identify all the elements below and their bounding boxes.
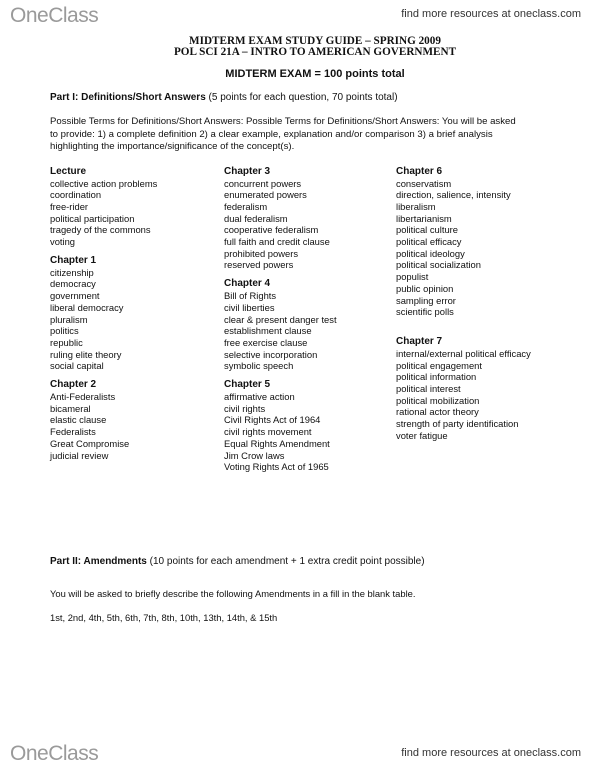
term-item: bicameral [50, 402, 91, 414]
term-item: full faith and credit clause [224, 236, 330, 248]
terms-column-3 [396, 166, 566, 449]
part2-title: Part II: Amendments [50, 556, 147, 567]
group-chapter-5 [224, 379, 394, 473]
term-item: affirmative action [224, 391, 295, 403]
doc-exam-total: MIDTERM EXAM = 100 points total [225, 68, 405, 80]
doc-course: POL SCI 21A – INTRO TO AMERICAN GOVERNMENT [173, 46, 457, 58]
term-item: Bill of Rights [224, 290, 277, 302]
term-item: political culture [396, 224, 459, 236]
group-items [224, 290, 394, 372]
term-item: libertarianism [396, 212, 452, 224]
term-item: free-rider [50, 200, 89, 212]
term-item: citizenship [50, 266, 94, 278]
document-page [50, 35, 570, 623]
terms-column-1 [50, 166, 220, 469]
term-item: enumerated powers [224, 189, 307, 201]
oneclass-logo-footer[interactable]: OneClass [10, 742, 99, 765]
term-item: pluralism [50, 313, 88, 325]
term-item: civil rights [224, 402, 266, 414]
term-item: Anti-Federalists [50, 391, 116, 403]
top-bar [0, 0, 595, 28]
term-item: reserved powers [224, 259, 294, 271]
term-item: federalism [224, 200, 268, 212]
term-item: selective incorporation [224, 348, 318, 360]
term-item: politics [50, 325, 79, 337]
group-lecture [50, 166, 220, 248]
term-item: political efficacy [396, 236, 462, 248]
term-item: concurrent powers [224, 177, 302, 189]
doc-title: MIDTERM EXAM STUDY GUIDE – SPRING 2009 [189, 35, 441, 47]
term-item: liberal democracy [50, 301, 124, 313]
resources-link-footer[interactable]: find more resources at oneclass.com [401, 747, 581, 759]
term-item: prohibited powers [224, 247, 299, 259]
term-item: Jim Crow laws [224, 449, 285, 461]
term-item: voting [50, 236, 76, 248]
group-items [50, 267, 220, 372]
part1-instructions: Possible Terms for Definitions/Short Answers: Possible Terms for Definitions/Short Answers: You will be asked to provide: 1) a complete definition 2) a clear example, explanation and/or comparison 3) a brief analysis highlighting the importance/significance of the concept(s). [50, 116, 516, 152]
group-heading: Chapter 3 [224, 165, 271, 177]
term-item: Federalists [50, 426, 96, 438]
term-item: political ideology [396, 247, 465, 259]
term-item: civil rights movement [224, 426, 312, 438]
term-item: political mobilization [396, 394, 480, 406]
group-heading: Chapter 2 [50, 379, 97, 391]
group-chapter-7 [396, 336, 566, 442]
group-items [50, 391, 220, 461]
group-chapter-4 [224, 278, 394, 372]
term-item: Great Compromise [50, 437, 130, 449]
term-item: Equal Rights Amendment [224, 437, 330, 449]
term-item: clear & present danger test [224, 313, 337, 325]
group-heading: Chapter 4 [224, 278, 271, 290]
group-chapter-2 [50, 379, 220, 461]
term-item: establishment clause [224, 325, 312, 337]
term-item: republic [50, 336, 83, 348]
part2-heading [50, 556, 550, 567]
resources-link[interactable]: find more resources at oneclass.com [401, 8, 581, 20]
term-item: judicial review [50, 449, 109, 461]
term-item: free exercise clause [224, 336, 308, 348]
term-item: coordination [50, 189, 102, 201]
group-items [396, 348, 566, 442]
group-items [50, 178, 220, 248]
bottom-bar [0, 738, 595, 768]
term-item: scientific polls [396, 306, 454, 318]
term-item: cooperative federalism [224, 224, 319, 236]
group-chapter-3 [224, 166, 394, 272]
term-item: populist [396, 271, 429, 283]
term-item: Voting Rights Act of 1965 [224, 461, 329, 473]
term-item: public opinion [396, 282, 454, 294]
part1-title: Part I: Definitions/Short Answers [50, 92, 206, 103]
group-heading: Chapter 7 [396, 335, 443, 347]
term-item: elastic clause [50, 414, 107, 426]
terms-column-2 [224, 166, 394, 480]
part2-points: (10 points for each amendment + 1 extra credit point possible) [146, 556, 425, 567]
term-item: internal/external political efficacy [396, 347, 531, 359]
term-item: dual federalism [224, 212, 288, 224]
term-item: strength of party identification [396, 418, 519, 430]
term-item: tragedy of the commons [50, 224, 151, 236]
group-heading: Lecture [50, 165, 87, 177]
term-item: political participation [50, 212, 135, 224]
term-item: political socialization [396, 259, 481, 271]
group-chapter-1 [50, 255, 220, 372]
group-items [396, 178, 566, 318]
group-heading: Chapter 5 [224, 379, 271, 391]
term-item: political information [396, 371, 477, 383]
term-item: government [50, 290, 100, 302]
term-item: collective action problems [50, 177, 158, 189]
group-items [224, 391, 394, 473]
terms-columns [50, 166, 570, 516]
group-heading: Chapter 1 [50, 254, 97, 266]
term-item: rational actor theory [396, 406, 479, 418]
term-item: democracy [50, 278, 96, 290]
part1-points: (5 points for each question, 70 points total) [205, 92, 398, 103]
term-item: civil liberties [224, 301, 275, 313]
term-item: ruling elite theory [50, 348, 122, 360]
oneclass-logo[interactable]: OneClass [10, 4, 99, 27]
term-item: political engagement [396, 359, 482, 371]
term-item: voter fatigue [396, 429, 448, 441]
term-item: conservatism [396, 177, 452, 189]
group-heading: Chapter 6 [396, 165, 443, 177]
term-item: symbolic speech [224, 360, 294, 372]
term-item: liberalism [396, 200, 436, 212]
term-item: direction, salience, intensity [396, 189, 511, 201]
group-items [224, 178, 394, 272]
part1-heading [50, 92, 570, 103]
term-item: sampling error [396, 294, 456, 306]
amendments-list: 1st, 2nd, 4th, 5th, 6th, 7th, 8th, 10th, 13th, 14th, & 15th [50, 612, 278, 623]
term-item: social capital [50, 360, 104, 372]
amendments-instructions: You will be asked to briefly describe the following Amendments in a fill in the blank table. [50, 588, 416, 599]
term-item: political interest [396, 383, 461, 395]
group-chapter-6 [396, 166, 566, 318]
term-item: Civil Rights Act of 1964 [224, 414, 321, 426]
